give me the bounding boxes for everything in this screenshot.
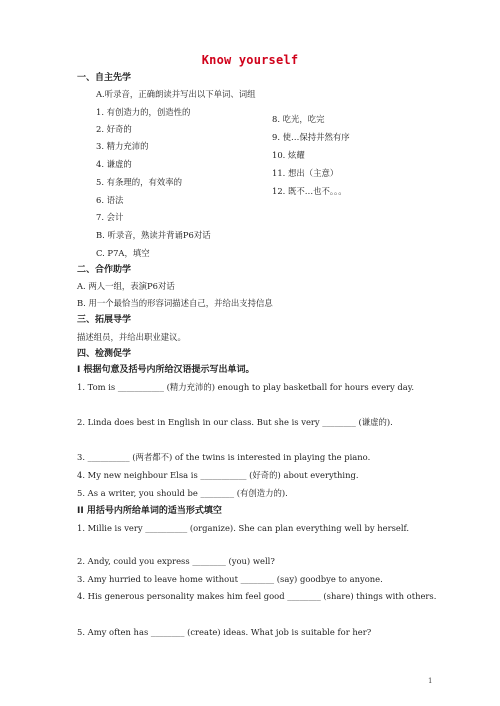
exercise-item: 3. __________ (两者都不) of the twins is interested in playing the piano. [77, 452, 371, 462]
vocab-item: 8. 吃光，吃完 [272, 114, 325, 124]
page-title: Know yourself [201, 53, 299, 67]
exercise-part-1-heading: I 根据句意及括号内所给汉语提示写出单词。 [77, 365, 255, 375]
vocab-item: 2. 好奇的 [96, 124, 132, 134]
vocab-item: 4. 谦虚的 [96, 159, 132, 169]
section-2-item-a: A. 两人一组，表演P6对话 [77, 281, 175, 291]
vocab-item: 12. 既不…也不。。。 [272, 186, 347, 196]
page-number: 1 [428, 677, 433, 685]
exercise-item: 4. His generous personality makes him feel good ________ (share) things with others. [77, 591, 437, 601]
vocab-item: 7. 会计 [96, 212, 124, 222]
section-heading-3: 三、拓展导学 [77, 315, 132, 325]
exercise-item: 5. Amy often has ________ (create) ideas. What job is suitable for her? [77, 627, 372, 637]
vocab-item: 1. 有创造力的，创造性的 [96, 107, 191, 117]
section-heading-1: 一、自主先学 [77, 73, 132, 83]
vocab-item: 11. 想出（主意） [272, 168, 339, 178]
vocab-item: 9. 使…保持井然有序 [272, 132, 350, 142]
exercise-part-2-heading: II 用括号内所给单词的适当形式填空 [77, 506, 222, 516]
exercise-item: 1. Millie is very __________ (organize). She can plan everything well by herself. [77, 523, 409, 533]
section-1-sub-b: B. 听录音，熟读并背诵P6对话 [96, 230, 211, 240]
exercise-item: 2. Linda does best in English in our class. But she is very ________ (谦虚的). [77, 417, 393, 427]
exercise-item: 1. Tom is ___________ (精力充沛的) enough to play basketball for hours every day. [77, 382, 415, 392]
section-heading-4: 四、检测促学 [77, 349, 132, 359]
vocab-item: 3. 精力充沛的 [96, 141, 149, 151]
section-1-sub-a: A.听录音，正确朗读并写出以下单词、词组 [96, 89, 256, 99]
vocab-item: 6. 语法 [96, 195, 124, 205]
exercise-item: 4. My new neighbour Elsa is ___________ (好奇的) about everything. [77, 470, 359, 480]
section-heading-2: 二、合作助学 [77, 265, 132, 275]
exercise-item: 3. Amy hurried to leave home without ________ (say) goodbye to anyone. [77, 574, 383, 584]
exercise-item: 5. As a writer, you should be ________ (有创造力的). [77, 488, 288, 498]
exercise-item: 2. Andy, could you express ________ (you) well? [77, 556, 275, 566]
section-2-item-b: B. 用一个最恰当的形容词描述自己，并给出支持信息 [77, 298, 273, 308]
vocab-item: 5. 有条理的，有效率的 [96, 177, 183, 187]
vocab-item: 10. 炫耀 [272, 150, 305, 160]
section-1-sub-c: C. P7A，填空 [96, 248, 150, 258]
section-3-text: 描述组员，并给出职业建议。 [77, 332, 186, 342]
